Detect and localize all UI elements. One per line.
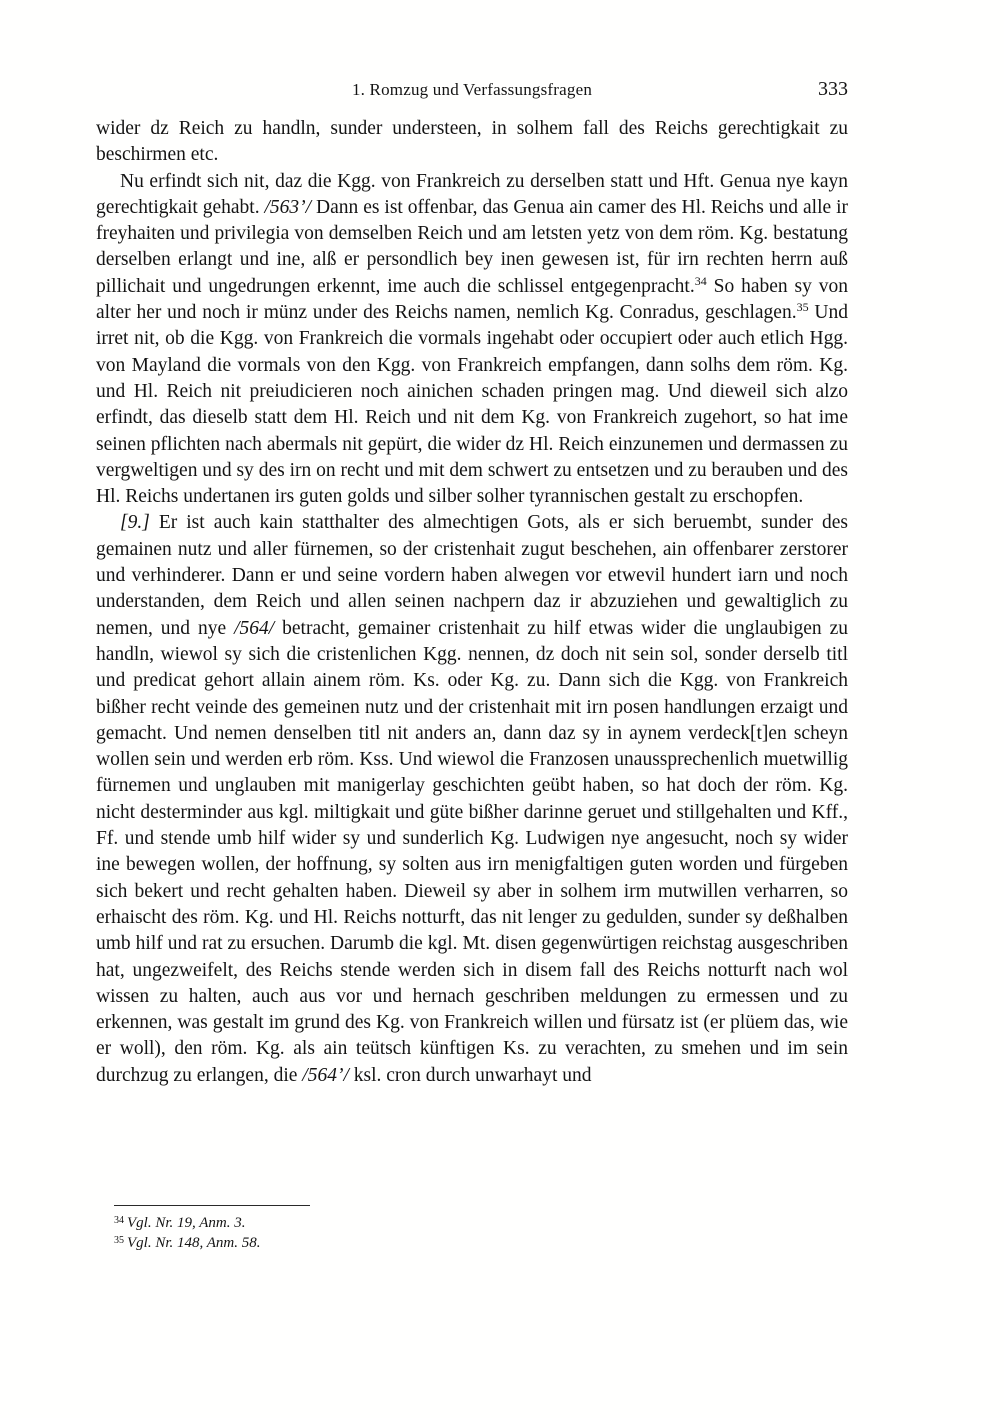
footnote-text: Vgl. Nr. 148, Anm. 58. [127, 1235, 261, 1251]
text-segment: So haben sy von alter her und noch ir münz under des Reichs namen, nemlich Kg. Conradus, geschlagen. [96, 275, 848, 324]
footnotes-list [114, 1213, 848, 1253]
paragraph [96, 510, 848, 1089]
text-segment: /563’/ [264, 196, 312, 218]
text-segment: ksl. cron durch unwarhayt und [348, 1064, 592, 1086]
footnote-block [114, 1205, 848, 1253]
paragraph [96, 169, 848, 511]
footnote-separator-rule [114, 1205, 310, 1206]
footnote-ref: 34 [694, 273, 707, 288]
text-segment: Er ist auch kain statthalter des almechtigen Gots, als er sich beruembt, sunder des gemainen nutz und aller fürnemen, so der cristenhait zugut beschehen, ain offenbarer zerstorer und verhinderer. Dann er und seine vordern haben alwegen vor etwevil hundert iarn und noch understanden, dem Reich und allen seinen nachpern daz ir abzuziehen und gewaltiglich zu nemen, und nye [96, 512, 848, 639]
text-segment: Dann es ist offenbar, das Genua ain camer des Hl. Reichs und alle ir freyhaiten und privilegia von demselben Reich und am letsten yetz von dem röm. Kg. bestatung derselben erlangt und ine, alß er persondlich bey inen gewesen ist, für irn rechten herrn auß pillichait und ungedrungen erkennt, ime auch die schlissel entgegenpracht. [96, 196, 848, 297]
footnote-number: 34 [114, 1215, 124, 1226]
text-segment: [9.] [120, 512, 150, 534]
text-segment: /564/ [234, 617, 275, 639]
chapter-title: 1. Romzug und Verfassungsfragen [351, 80, 593, 99]
body-text [96, 116, 848, 1089]
text-segment: /564’/ [302, 1064, 349, 1086]
text-segment: betracht, gemainer cristenhait zu hilf etwas wider die unglaubigen zu handln, wiewol sy sich die cristenlichen Kgg. nennen, dz doch nit sein sol, sonder derselb titl und predicat gehort allain ainem röm. Ks. oder Kg. zu. Dann sich die Kgg. von Frankreich bißher recht veinde des gemeinen nutz und der cristenhait mit irn posen handlungen erzaigt und gemacht. Und nemen denselben titl nit anders an, dann daz sy in aynem verdeck[t]en scheyn wollen sein und werden erb röm. Kss. Und wiewol die Franzosen unaussprechenlich muetwillig fürnemen und unglauben mit manigerlay geschichten geübt haben, so hat doch der röm. Kg. nicht desterminder aus kgl. miltigkait und güte bißher darinne geruet und stillgehalten und Kff., Ff. und stende umb hilf wider sy und sunderlich Kg. Ludwigen nye angesucht, noch sy wider ine bewegen wollen, der hoffnung, sy solten aus irn menigfaltigen guten worden und fürgeben sich bekert und recht gehalten haben. Dieweil sy aber in solhem irm mutwillen verharren, so erhaischt des röm. Kg. und Hl. Reichs notturft, das nit lenger zu gedulden, sunder sy deßhalben umb hilf und rat zu ersuchen. Darumb die kgl. Mt. disen gegenwürtigen reichstag ausgeschriben hat, ungezweifelt, des Reichs stende werden sich in disem fall des Reichs notturft nach wol wissen zu halten, auch aus vor und hernach geschriben meldungen zu ermessen und zu erkennen, was gestalt im grund des Kg. von Frankreich willen und fürsatz ist (er plüem das, wie er woll), den röm. Kg. als ain teütsch künftigen Ks. zu verachten, zu smehen und im sein durchzug zu erlangen, die [96, 617, 848, 1086]
page-number: 333 [818, 78, 848, 100]
paragraph [96, 116, 848, 169]
footnote-text: Vgl. Nr. 19, Anm. 3. [127, 1215, 246, 1231]
footnote-ref: 35 [796, 300, 809, 315]
footnote-number: 35 [114, 1235, 124, 1246]
footnote [114, 1233, 848, 1253]
footnote [114, 1213, 848, 1233]
running-header [96, 80, 848, 106]
text-segment: wider dz Reich zu handln, sunder understeen, in solhem fall des Reichs gerechtigkait zu beschirmen etc. [96, 118, 848, 166]
text-segment: Und irret nit, ob die Kgg. von Frankreich die vormals ingehabt oder occupiert oder auch etlich Hgg. von Mayland die vormals von den Kgg. von Frankreich empfangen, dann solhs dem röm. Kg. und Hl. Reich nit preiudicieren noch ainichen schaden pringen mag. Und dieweil sich alzo erfindt, das dieselb statt dem Hl. Reich und nit dem Kg. von Frankreich zugehort, so hat ime seinen pflichten nach abermals nit gepürt, die wider dz Hl. Reich einzunemen und dermassen zu vergweltigen und sy des irn on recht und mit dem schwert zu entsetzen und zu berauben und des Hl. Reichs undertanen irs guten golds und silber solher tyrannischen gestalt zu erschopfen. [96, 302, 848, 508]
text-segment: Nu erfindt sich nit, daz die Kgg. von Frankreich zu derselben statt und Hft. Genua nye kayn gerechtigkait gehabt. [96, 170, 848, 218]
